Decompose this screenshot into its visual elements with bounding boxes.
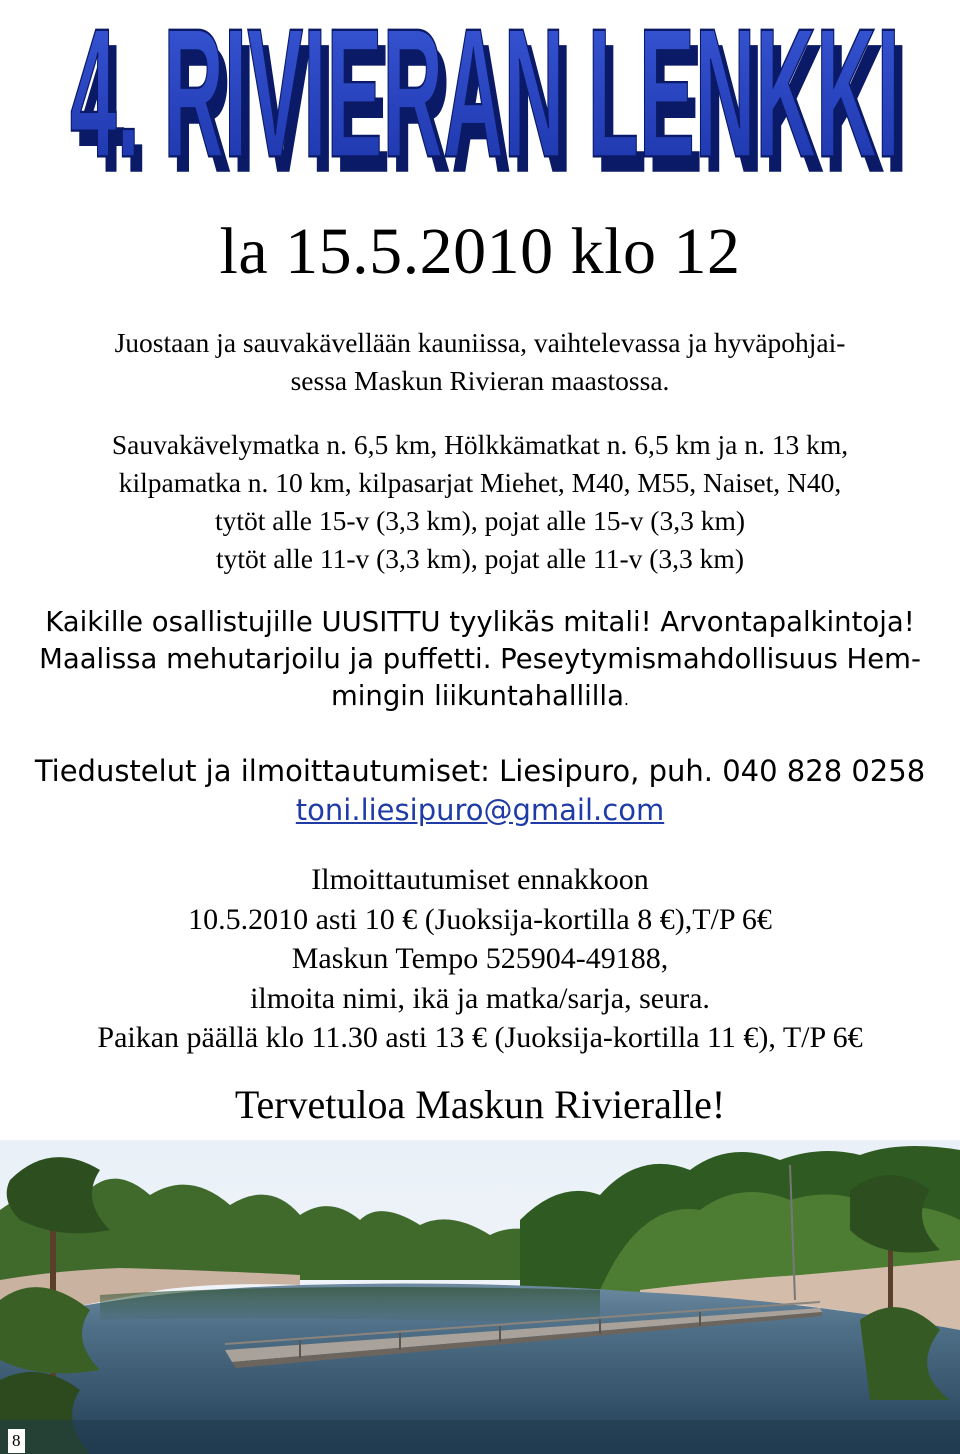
intro-line-2: sessa Maskun Rivieran maastossa. (290, 365, 670, 396)
extras-line-3-text: mingin liikuntahallilla (330, 680, 624, 712)
distances-paragraph (0, 426, 960, 578)
water-foreground (0, 1420, 960, 1454)
contact-line: Tiedustelut ja ilmoittautumiset: Liesipuro, puh. 040 828 0258 (34, 754, 926, 788)
extras-line-1: Kaikille osallistujille UUSITTU tyylikäs mitali! Arvontapalkintoja! (45, 606, 915, 638)
email-link[interactable]: toni.liesipuro@gmail.com (295, 793, 665, 827)
title-wordart (40, 0, 930, 200)
extras-line-3 (0, 678, 960, 718)
lake-pier-photo (0, 1140, 960, 1454)
registration-line-2: Maskun Tempo 525904-49188, (291, 942, 669, 975)
distances-line-2: kilpamatka n. 10 km, kilpasarjat Miehet, M40, M55, Naiset, N40, (118, 467, 842, 498)
distances-line-4: tytöt alle 11-v (3,3 km), pojat alle 11-v (3,3 km) (216, 543, 744, 574)
registration-heading: Ilmoittautumiset ennakkoon (311, 863, 649, 896)
registration-line-3: ilmoita nimi, ikä ja matka/sarja, seura. (250, 981, 710, 1015)
distances-line-1: Sauvakävelymatka n. 6,5 km, Hölkkämatkat n. 6,5 km ja n. 13 km, (111, 429, 849, 460)
registration-line-1: 10.5.2010 asti 10 € (Juoksija-kortilla 8 €),T/P 6€ (188, 902, 772, 936)
event-date: la 15.5.2010 klo 12 (219, 215, 741, 288)
title-shadow: 4. RIVIERAN LENKKI (78, 5, 908, 200)
distances-line-3: tytöt alle 15-v (3,3 km), pojat alle 15-v (3,3 km) (214, 505, 746, 536)
extras-line-2: Maalissa mehutarjoilu ja puffetti. Peseytymismahdollisuus Hem- (39, 643, 921, 675)
extras-paragraph (0, 604, 960, 718)
page-number: 8 (8, 1429, 25, 1453)
extras-line-3-end: . (623, 690, 630, 709)
welcome-text: Tervetuloa Maskun Rivieralle! (234, 1082, 726, 1127)
intro-line-1: Juostaan ja sauvakävellään kauniissa, vaihtelevassa ja hyväpohjai- (114, 327, 846, 358)
title-text: 4. RIVIERAN LENKKI (70, 0, 900, 196)
registration-line-4: Paikan päällä klo 11.30 asti 13 € (Juoksija-kortilla 11 €), T/P 6€ (97, 1021, 863, 1054)
intro-paragraph (0, 324, 960, 400)
registration-block (0, 860, 960, 1058)
contact-block (0, 752, 960, 830)
